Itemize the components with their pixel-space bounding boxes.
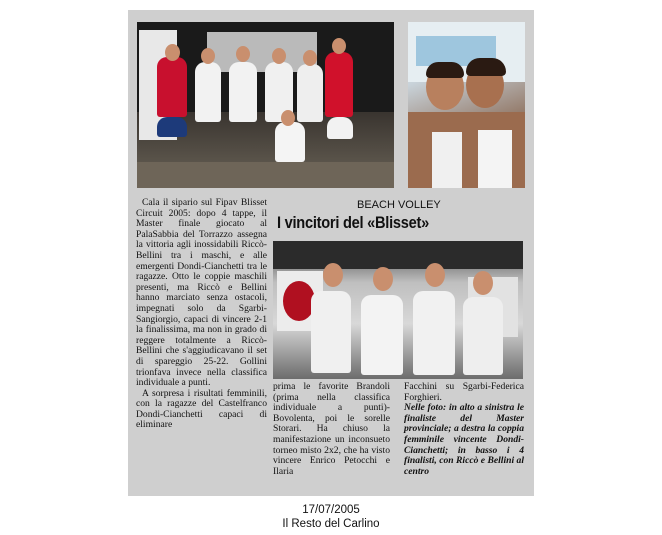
publication-date: 17/07/2005 — [302, 504, 360, 516]
body-paragraph: prima le favorite Brandoli (prima nella classifica individuale a punti)-Bovolenta, poi le sorelle Storari. Ha chiuso la manifestazione un inconsueto torneo misto 2x2, che ha visto vincere Enrico Petocchi e Ilaria — [273, 381, 390, 477]
body-paragraph: Cala il sipario sul Fipav Blisset Circuit 2005: dopo 4 tappe, il Master finale giocato al PalaSabbia del Torrazzo assegna la vittoria agli inossidabili Riccò-Bellini tra i maschi, e alle emergenti Dondi-Cianchetti tra le ragazze. Otto le coppie maschili presenti, ma Riccò e Bellini hanno marciato senza ostacoli, impegnati solo da Sgarbi-Sangiorgio, capaci di vincere 2-1 la finalissima, ma non in grado di reggere totalmente a Riccò-Bellini che s'aggiudicavano il set di spareggio 25-22. Gollini trionfava invece nella classifica individuale a punti. — [136, 197, 267, 389]
body-paragraph: Facchini su Sgarbi-Federica Forghieri. — [404, 381, 524, 403]
body-paragraph: A sorpresa i risultati femminili, con la ragazze del Castelfranco Dondi-Cianchetti capaci di eliminare — [136, 387, 267, 431]
photo-female-finalists — [137, 22, 394, 188]
article-column-2 — [273, 382, 390, 477]
article-column-1 — [136, 198, 267, 431]
newspaper-name: Il Resto del Carlino — [282, 518, 380, 530]
newspaper-clipping — [128, 10, 534, 496]
section-kicker: BEACH VOLLEY — [357, 199, 441, 211]
photo-caption: Nelle foto: in alto a sinistra le finaliste del Master provinciale; a destra la coppia femminile vincente Dondi-Cianchetti; in basso i 4 finalisti, con Riccò e Bellini al centro — [404, 402, 524, 477]
photo-winning-female-pair — [408, 22, 525, 188]
photo-male-finalists — [273, 241, 523, 379]
article-column-3 — [404, 382, 524, 477]
headline: I vincitori del «Blisset» — [277, 213, 430, 232]
